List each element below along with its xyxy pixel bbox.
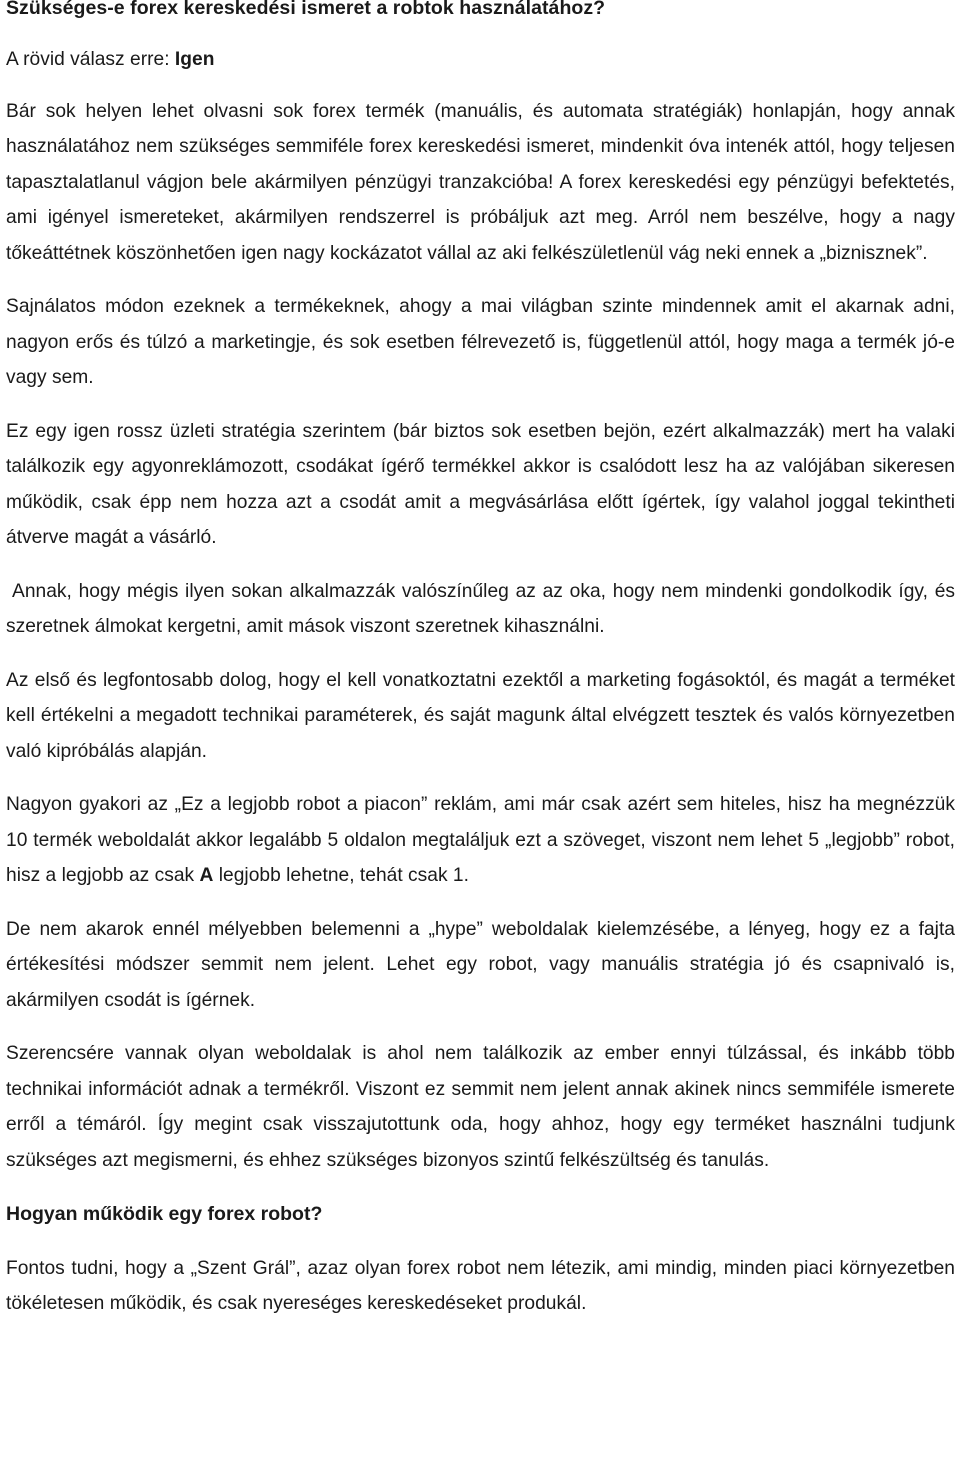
paragraph-6-before: Nagyon gyakori az „Ez a legjobb robot a piacon” reklám, ami már csak azért sem hiteles, hisz ha megnézzük 10 termék weboldalát akkor legalább 5 oldalon megtaláljuk ezt a szöveget, viszont nem lehet 5 „legjobb” robot, hisz a legjobb az csak	[6, 794, 955, 886]
paragraph-6-after: legjobb lehetne, tehát csak 1.	[213, 865, 469, 886]
paragraph-6	[6, 787, 955, 894]
short-answer	[6, 42, 955, 78]
paragraph-3: Ez egy igen rossz üzleti stratégia szerintem (bár biztos sok esetben bejön, ezért alkalmazzák) mert ha valaki találkozik egy agyonreklámozott, csodákat ígérő termékkel akkor is csalódott lesz ha az valójában sikeresen működik, csak épp nem hozza azt a csodát amit a megvásárlása előtt ígértek, így valahol joggal tekintheti átverve magát a vásárló.	[6, 420, 955, 548]
paragraph-8: Szerencsére vannak olyan weboldalak is ahol nem találkozik az ember ennyi túlzással, és inkább több technikai információt adnak a termékről. Viszont ez semmit nem jelent annak akinek nincs semmiféle ismerete erről a témáról. Így megint csak visszajutottunk oda, hogy ahhoz, hogy egy terméket használni tudjunk szükséges azt megismerni, és ehhez szükséges bizonyos szintű felkészültség és tanulás.	[6, 1043, 955, 1171]
paragraph-5: Az első és legfontosabb dolog, hogy el kell vonatkoztatni ezektől a marketing fogásoktól, és magát a terméket kell értékelni a megadott technikai paraméterek, és saját magunk által elvégzett tesztek és valós környezetben való kipróbálás alapján.	[6, 669, 955, 762]
paragraph-2: Sajnálatos módon ezeknek a termékeknek, ahogy a mai világban szinte mindennek amit el akarnak adni, nagyon erős és túlzó a marketingje, és sok esetben félrevezető is, függetlenül attól, hogy maga a termék jó-e vagy sem.	[6, 296, 955, 388]
paragraph-1	[6, 94, 955, 272]
section-heading: Hogyan működik egy forex robot?	[6, 1203, 323, 1225]
paragraph-4-text: Annak, hogy mégis ilyen sokan alkalmazzák valószínűleg az az oka, hogy nem mindenki gondolkodik így, és szeretnek álmokat kergetni, amit mások viszont szeretnek kihasználni.	[6, 580, 955, 637]
document-title: Szükséges-e forex kereskedési ismeret a robtok használatához?	[6, 0, 606, 19]
paragraph-1-part-1: Bár sok helyen lehet olvasni sok forex termék (manuális, és automata stratégiák) honlapján, hogy annak használatához nem szükséges semmiféle forex kereskedési ismeret, mindenkit óva intenék attól, hogy teljesen tapasztalatlanul vágjon bele akármilyen pénzügyi tranzakcióba!	[6, 100, 955, 193]
paragraph-1-part-2: A forex kereskedési egy pénzügyi befektetés, ami igényel ismereteket, akármilyen rendszerrel is próbáljuk azt meg. Arról nem beszélve, hogy a nagy tőkeáttétnek köszönhetően igen nagy kockázatot vállal az aki felkészületlenül vág neki ennek a „biznisznek”.	[6, 171, 955, 264]
section-2-paragraph-1: Fontos tudni, hogy a „Szent Grál”, azaz olyan forex robot nem létezik, ami mindig, minden piaci környezetben tökéletesen működik, és csak nyereséges kereskedéseket produkál.	[6, 1257, 955, 1314]
short-answer-value: Igen	[174, 49, 215, 70]
paragraph-4	[6, 574, 955, 645]
paragraph-7: De nem akarok ennél mélyebben belemenni a „hype” weboldalak kielemzésébe, a lényeg, hogy ez a fajta értékesítési módszer semmit nem jelent. Lehet egy robot, vagy manuális stratégia jó és csapnivaló is, akármilyen csodát is ígérnek.	[6, 918, 955, 1011]
short-answer-prefix: A rövid válasz erre:	[6, 49, 175, 70]
paragraph-6-bold: A	[199, 865, 214, 886]
